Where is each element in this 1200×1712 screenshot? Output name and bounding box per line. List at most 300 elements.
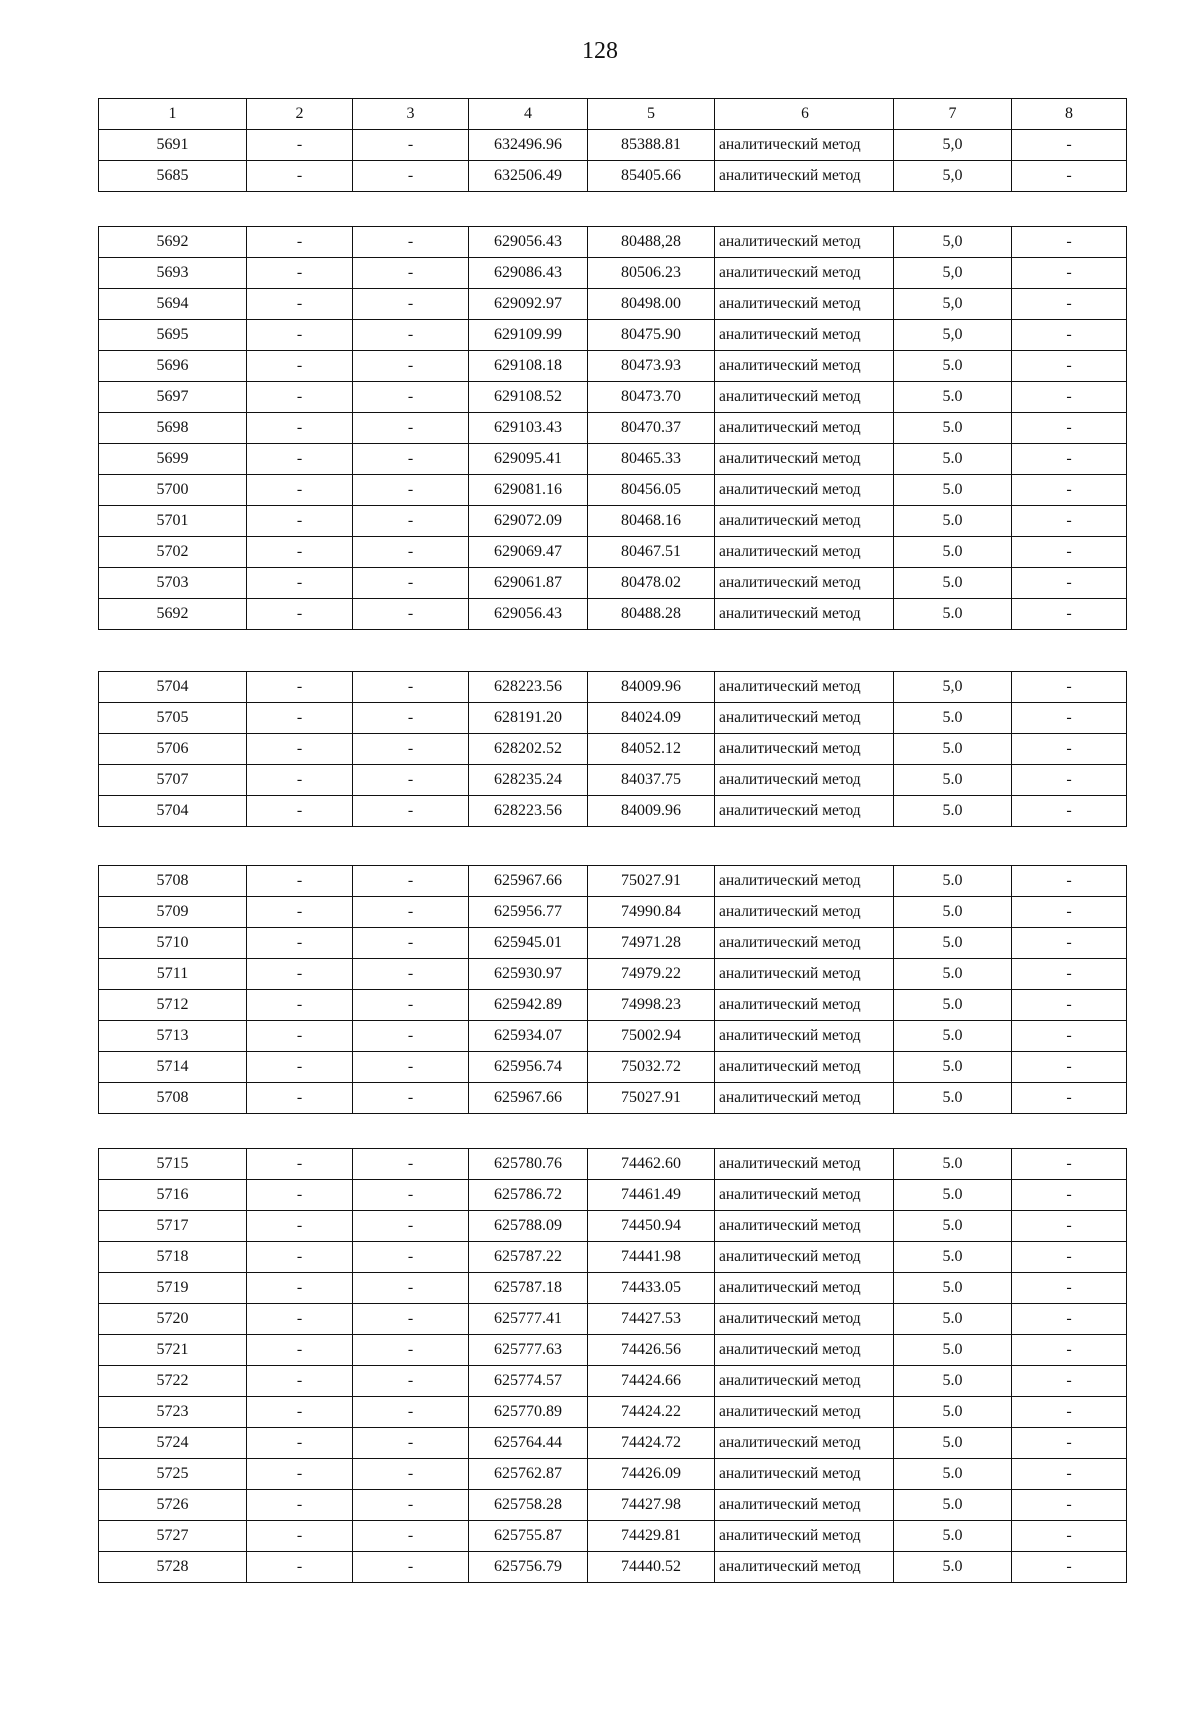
coordinates-table-2 [98, 226, 1127, 630]
cell-col-2: - [247, 1052, 353, 1083]
cell-coord-y: 74441.98 [588, 1242, 715, 1273]
header-cell: 5 [588, 99, 715, 130]
cell-accuracy: 5.0 [894, 351, 1012, 382]
table-row [99, 1397, 1127, 1428]
cell-accuracy: 5.0 [894, 703, 1012, 734]
table-row [99, 866, 1127, 897]
cell-col-3: - [353, 990, 469, 1021]
cell-coord-x: 625758.28 [469, 1490, 588, 1521]
cell-coord-y: 80467.51 [588, 537, 715, 568]
cell-method: аналитический метод [715, 1521, 894, 1552]
cell-point-number: 5705 [99, 703, 247, 734]
cell-col-2: - [247, 227, 353, 258]
cell-col-2: - [247, 928, 353, 959]
cell-point-number: 5701 [99, 506, 247, 537]
header-cell: 6 [715, 99, 894, 130]
cell-accuracy: 5,0 [894, 320, 1012, 351]
cell-col-3: - [353, 1021, 469, 1052]
cell-col-2: - [247, 599, 353, 630]
header-cell: 8 [1012, 99, 1127, 130]
cell-col-8: - [1012, 1459, 1127, 1490]
cell-coord-x: 629092.97 [469, 289, 588, 320]
cell-method: аналитический метод [715, 1242, 894, 1273]
cell-accuracy: 5.0 [894, 475, 1012, 506]
cell-method: аналитический метод [715, 537, 894, 568]
cell-col-3: - [353, 568, 469, 599]
cell-coord-y: 74990.84 [588, 897, 715, 928]
cell-accuracy: 5.0 [894, 1242, 1012, 1273]
cell-method: аналитический метод [715, 1335, 894, 1366]
cell-accuracy: 5.0 [894, 897, 1012, 928]
cell-method: аналитический метод [715, 703, 894, 734]
cell-point-number: 5700 [99, 475, 247, 506]
cell-point-number: 5719 [99, 1273, 247, 1304]
cell-col-2: - [247, 1335, 353, 1366]
cell-point-number: 5721 [99, 1335, 247, 1366]
cell-method: аналитический метод [715, 1459, 894, 1490]
cell-col-3: - [353, 1273, 469, 1304]
cell-col-8: - [1012, 1149, 1127, 1180]
cell-col-3: - [353, 1083, 469, 1114]
cell-col-3: - [353, 1304, 469, 1335]
cell-point-number: 5707 [99, 765, 247, 796]
cell-coord-y: 80498.00 [588, 289, 715, 320]
cell-point-number: 5708 [99, 866, 247, 897]
cell-col-2: - [247, 1397, 353, 1428]
cell-col-3: - [353, 1211, 469, 1242]
cell-coord-x: 625756.79 [469, 1552, 588, 1583]
cell-method: аналитический метод [715, 1428, 894, 1459]
cell-coord-y: 75032.72 [588, 1052, 715, 1083]
cell-coord-x: 625780.76 [469, 1149, 588, 1180]
cell-method: аналитический метод [715, 990, 894, 1021]
cell-accuracy: 5,0 [894, 258, 1012, 289]
cell-coord-y: 85388.81 [588, 130, 715, 161]
cell-col-8: - [1012, 351, 1127, 382]
table-row [99, 1149, 1127, 1180]
table-row [99, 1428, 1127, 1459]
cell-col-2: - [247, 1083, 353, 1114]
table-row [99, 796, 1127, 827]
cell-coord-y: 74424.72 [588, 1428, 715, 1459]
cell-col-2: - [247, 765, 353, 796]
cell-accuracy: 5.0 [894, 568, 1012, 599]
cell-coord-y: 74461.49 [588, 1180, 715, 1211]
cell-point-number: 5722 [99, 1366, 247, 1397]
cell-method: аналитический метод [715, 320, 894, 351]
cell-coord-y: 80478.02 [588, 568, 715, 599]
cell-col-3: - [353, 1397, 469, 1428]
cell-coord-x: 625967.66 [469, 1083, 588, 1114]
cell-col-3: - [353, 1459, 469, 1490]
cell-col-3: - [353, 444, 469, 475]
cell-col-3: - [353, 1428, 469, 1459]
cell-method: аналитический метод [715, 1021, 894, 1052]
cell-col-8: - [1012, 1490, 1127, 1521]
cell-col-2: - [247, 568, 353, 599]
cell-point-number: 5712 [99, 990, 247, 1021]
cell-accuracy: 5.0 [894, 1021, 1012, 1052]
cell-coord-y: 80475.90 [588, 320, 715, 351]
cell-col-2: - [247, 130, 353, 161]
header-cell: 3 [353, 99, 469, 130]
page-number: 128 [582, 38, 618, 64]
cell-coord-x: 628223.56 [469, 796, 588, 827]
cell-coord-y: 84009.96 [588, 796, 715, 827]
cell-col-8: - [1012, 1052, 1127, 1083]
cell-point-number: 5695 [99, 320, 247, 351]
cell-col-2: - [247, 672, 353, 703]
cell-coord-x: 625777.41 [469, 1304, 588, 1335]
cell-col-2: - [247, 1304, 353, 1335]
cell-point-number: 5694 [99, 289, 247, 320]
cell-method: аналитический метод [715, 351, 894, 382]
cell-coord-x: 625777.63 [469, 1335, 588, 1366]
cell-point-number: 5685 [99, 161, 247, 192]
cell-point-number: 5711 [99, 959, 247, 990]
cell-method: аналитический метод [715, 382, 894, 413]
cell-col-8: - [1012, 475, 1127, 506]
cell-coord-x: 625774.57 [469, 1366, 588, 1397]
cell-col-2: - [247, 506, 353, 537]
cell-method: аналитический метод [715, 866, 894, 897]
table-row [99, 537, 1127, 568]
table-row [99, 765, 1127, 796]
cell-accuracy: 5.0 [894, 1521, 1012, 1552]
cell-coord-y: 74979.22 [588, 959, 715, 990]
cell-method: аналитический метод [715, 672, 894, 703]
cell-col-2: - [247, 382, 353, 413]
cell-coord-x: 629108.18 [469, 351, 588, 382]
cell-coord-x: 629086.43 [469, 258, 588, 289]
cell-method: аналитический метод [715, 161, 894, 192]
table-row [99, 1242, 1127, 1273]
cell-col-8: - [1012, 1335, 1127, 1366]
cell-col-8: - [1012, 506, 1127, 537]
cell-col-3: - [353, 928, 469, 959]
table-header-row [99, 99, 1127, 130]
cell-col-3: - [353, 506, 469, 537]
cell-method: аналитический метод [715, 1490, 894, 1521]
cell-method: аналитический метод [715, 568, 894, 599]
cell-accuracy: 5.0 [894, 1459, 1012, 1490]
cell-col-3: - [353, 1366, 469, 1397]
cell-col-2: - [247, 897, 353, 928]
cell-col-3: - [353, 672, 469, 703]
cell-accuracy: 5,0 [894, 161, 1012, 192]
cell-accuracy: 5.0 [894, 734, 1012, 765]
cell-coord-x: 625942.89 [469, 990, 588, 1021]
table-row [99, 990, 1127, 1021]
table-row [99, 506, 1127, 537]
cell-col-2: - [247, 1273, 353, 1304]
cell-point-number: 5723 [99, 1397, 247, 1428]
table-row [99, 1273, 1127, 1304]
cell-point-number: 5727 [99, 1521, 247, 1552]
cell-accuracy: 5.0 [894, 990, 1012, 1021]
cell-col-2: - [247, 1459, 353, 1490]
cell-point-number: 5704 [99, 672, 247, 703]
cell-col-8: - [1012, 444, 1127, 475]
cell-point-number: 5718 [99, 1242, 247, 1273]
cell-col-2: - [247, 796, 353, 827]
cell-col-8: - [1012, 796, 1127, 827]
table-row [99, 130, 1127, 161]
cell-col-2: - [247, 320, 353, 351]
cell-col-2: - [247, 537, 353, 568]
cell-accuracy: 5.0 [894, 506, 1012, 537]
cell-col-3: - [353, 703, 469, 734]
cell-col-2: - [247, 1521, 353, 1552]
cell-coord-x: 629072.09 [469, 506, 588, 537]
cell-coord-y: 80468.16 [588, 506, 715, 537]
cell-method: аналитический метод [715, 1052, 894, 1083]
cell-coord-y: 74450.94 [588, 1211, 715, 1242]
cell-col-3: - [353, 897, 469, 928]
cell-col-8: - [1012, 130, 1127, 161]
cell-col-3: - [353, 1521, 469, 1552]
cell-col-2: - [247, 1490, 353, 1521]
cell-col-8: - [1012, 1021, 1127, 1052]
cell-coord-x: 625956.74 [469, 1052, 588, 1083]
cell-col-8: - [1012, 990, 1127, 1021]
cell-coord-y: 80473.93 [588, 351, 715, 382]
cell-coord-y: 74429.81 [588, 1521, 715, 1552]
cell-point-number: 5716 [99, 1180, 247, 1211]
cell-col-3: - [353, 475, 469, 506]
header-cell: 7 [894, 99, 1012, 130]
cell-accuracy: 5.0 [894, 1428, 1012, 1459]
cell-coord-y: 80506.23 [588, 258, 715, 289]
cell-coord-x: 625930.97 [469, 959, 588, 990]
cell-coord-y: 74426.09 [588, 1459, 715, 1490]
table-row [99, 161, 1127, 192]
cell-accuracy: 5,0 [894, 130, 1012, 161]
cell-col-3: - [353, 959, 469, 990]
table-row [99, 1083, 1127, 1114]
cell-col-8: - [1012, 599, 1127, 630]
table-row [99, 1366, 1127, 1397]
cell-coord-x: 625945.01 [469, 928, 588, 959]
cell-col-2: - [247, 1211, 353, 1242]
cell-col-2: - [247, 1242, 353, 1273]
table-row [99, 897, 1127, 928]
cell-col-8: - [1012, 1366, 1127, 1397]
cell-accuracy: 5.0 [894, 1397, 1012, 1428]
cell-coord-x: 629069.47 [469, 537, 588, 568]
cell-coord-x: 628191.20 [469, 703, 588, 734]
cell-coord-x: 628235.24 [469, 765, 588, 796]
cell-coord-x: 628202.52 [469, 734, 588, 765]
cell-accuracy: 5.0 [894, 1149, 1012, 1180]
cell-coord-x: 629081.16 [469, 475, 588, 506]
table-row [99, 1304, 1127, 1335]
cell-coord-x: 629095.41 [469, 444, 588, 475]
cell-method: аналитический метод [715, 928, 894, 959]
cell-method: аналитический метод [715, 734, 894, 765]
cell-col-8: - [1012, 1552, 1127, 1583]
group-body [99, 672, 1127, 827]
cell-col-3: - [353, 1335, 469, 1366]
coordinates-table-5 [98, 1148, 1127, 1583]
cell-point-number: 5708 [99, 1083, 247, 1114]
cell-col-2: - [247, 1552, 353, 1583]
coordinates-table-1 [98, 98, 1127, 192]
cell-accuracy: 5.0 [894, 413, 1012, 444]
cell-coord-y: 80488.28 [588, 599, 715, 630]
cell-point-number: 5720 [99, 1304, 247, 1335]
cell-col-3: - [353, 1242, 469, 1273]
table-row [99, 1180, 1127, 1211]
group-body [99, 866, 1127, 1114]
cell-coord-y: 80488,28 [588, 227, 715, 258]
cell-coord-y: 74427.53 [588, 1304, 715, 1335]
cell-accuracy: 5,0 [894, 227, 1012, 258]
cell-accuracy: 5.0 [894, 382, 1012, 413]
cell-coord-x: 625755.87 [469, 1521, 588, 1552]
cell-coord-y: 84024.09 [588, 703, 715, 734]
cell-method: аналитический метод [715, 1273, 894, 1304]
table-row [99, 351, 1127, 382]
cell-col-8: - [1012, 258, 1127, 289]
cell-accuracy: 5.0 [894, 1490, 1012, 1521]
cell-method: аналитический метод [715, 959, 894, 990]
table-row [99, 928, 1127, 959]
cell-accuracy: 5.0 [894, 1304, 1012, 1335]
cell-coord-y: 80465.33 [588, 444, 715, 475]
cell-col-3: - [353, 796, 469, 827]
cell-col-8: - [1012, 897, 1127, 928]
cell-method: аналитический метод [715, 413, 894, 444]
cell-coord-y: 74462.60 [588, 1149, 715, 1180]
table-row [99, 703, 1127, 734]
cell-method: аналитический метод [715, 599, 894, 630]
cell-coord-x: 628223.56 [469, 672, 588, 703]
cell-col-2: - [247, 1149, 353, 1180]
cell-point-number: 5692 [99, 227, 247, 258]
cell-coord-x: 625770.89 [469, 1397, 588, 1428]
cell-col-8: - [1012, 537, 1127, 568]
cell-col-2: - [247, 1428, 353, 1459]
cell-accuracy: 5,0 [894, 289, 1012, 320]
cell-col-2: - [247, 351, 353, 382]
table-row [99, 1021, 1127, 1052]
cell-col-3: - [353, 537, 469, 568]
cell-method: аналитический метод [715, 1083, 894, 1114]
table-row [99, 959, 1127, 990]
table-row [99, 1052, 1127, 1083]
cell-accuracy: 5.0 [894, 1335, 1012, 1366]
cell-col-3: - [353, 866, 469, 897]
table-row [99, 227, 1127, 258]
cell-coord-y: 74998.23 [588, 990, 715, 1021]
cell-col-3: - [353, 1052, 469, 1083]
cell-method: аналитический метод [715, 1366, 894, 1397]
cell-coord-x: 625786.72 [469, 1180, 588, 1211]
cell-coord-y: 74424.66 [588, 1366, 715, 1397]
cell-point-number: 5706 [99, 734, 247, 765]
cell-point-number: 5693 [99, 258, 247, 289]
cell-point-number: 5715 [99, 1149, 247, 1180]
cell-col-8: - [1012, 703, 1127, 734]
cell-col-8: - [1012, 320, 1127, 351]
cell-coord-y: 84037.75 [588, 765, 715, 796]
cell-col-8: - [1012, 959, 1127, 990]
cell-col-8: - [1012, 672, 1127, 703]
cell-method: аналитический метод [715, 227, 894, 258]
cell-col-8: - [1012, 928, 1127, 959]
cell-method: аналитический метод [715, 1211, 894, 1242]
coordinates-table-4 [98, 865, 1127, 1114]
cell-point-number: 5692 [99, 599, 247, 630]
cell-col-8: - [1012, 1273, 1127, 1304]
cell-method: аналитический метод [715, 1304, 894, 1335]
cell-col-3: - [353, 1490, 469, 1521]
cell-method: аналитический метод [715, 897, 894, 928]
cell-coord-x: 629056.43 [469, 599, 588, 630]
cell-col-8: - [1012, 1083, 1127, 1114]
cell-col-3: - [353, 765, 469, 796]
cell-method: аналитический метод [715, 475, 894, 506]
cell-col-8: - [1012, 1180, 1127, 1211]
header-cell: 4 [469, 99, 588, 130]
cell-col-8: - [1012, 1211, 1127, 1242]
cell-method: аналитический метод [715, 765, 894, 796]
cell-coord-y: 74440.52 [588, 1552, 715, 1583]
cell-col-3: - [353, 320, 469, 351]
cell-col-3: - [353, 599, 469, 630]
cell-coord-x: 625787.18 [469, 1273, 588, 1304]
cell-col-3: - [353, 1552, 469, 1583]
cell-accuracy: 5.0 [894, 796, 1012, 827]
table-row [99, 475, 1127, 506]
cell-point-number: 5710 [99, 928, 247, 959]
cell-coord-x: 625764.44 [469, 1428, 588, 1459]
cell-coord-y: 75002.94 [588, 1021, 715, 1052]
table-row [99, 734, 1127, 765]
cell-col-8: - [1012, 1521, 1127, 1552]
header-cell: 1 [99, 99, 247, 130]
cell-col-8: - [1012, 382, 1127, 413]
cell-col-3: - [353, 258, 469, 289]
cell-accuracy: 5.0 [894, 1052, 1012, 1083]
header-cell: 2 [247, 99, 353, 130]
cell-point-number: 5697 [99, 382, 247, 413]
cell-col-2: - [247, 161, 353, 192]
cell-accuracy: 5.0 [894, 1366, 1012, 1397]
cell-coord-x: 625787.22 [469, 1242, 588, 1273]
cell-col-3: - [353, 413, 469, 444]
cell-coord-x: 625934.07 [469, 1021, 588, 1052]
table-row [99, 1211, 1127, 1242]
cell-col-2: - [247, 734, 353, 765]
table-row [99, 444, 1127, 475]
cell-col-2: - [247, 444, 353, 475]
cell-point-number: 5713 [99, 1021, 247, 1052]
cell-col-8: - [1012, 866, 1127, 897]
cell-method: аналитический метод [715, 796, 894, 827]
cell-col-8: - [1012, 161, 1127, 192]
coordinates-table-3 [98, 671, 1127, 827]
cell-col-2: - [247, 866, 353, 897]
cell-accuracy: 5.0 [894, 1211, 1012, 1242]
cell-coord-y: 74424.22 [588, 1397, 715, 1428]
cell-method: аналитический метод [715, 289, 894, 320]
cell-col-8: - [1012, 765, 1127, 796]
cell-coord-y: 75027.91 [588, 866, 715, 897]
cell-point-number: 5691 [99, 130, 247, 161]
cell-col-2: - [247, 475, 353, 506]
